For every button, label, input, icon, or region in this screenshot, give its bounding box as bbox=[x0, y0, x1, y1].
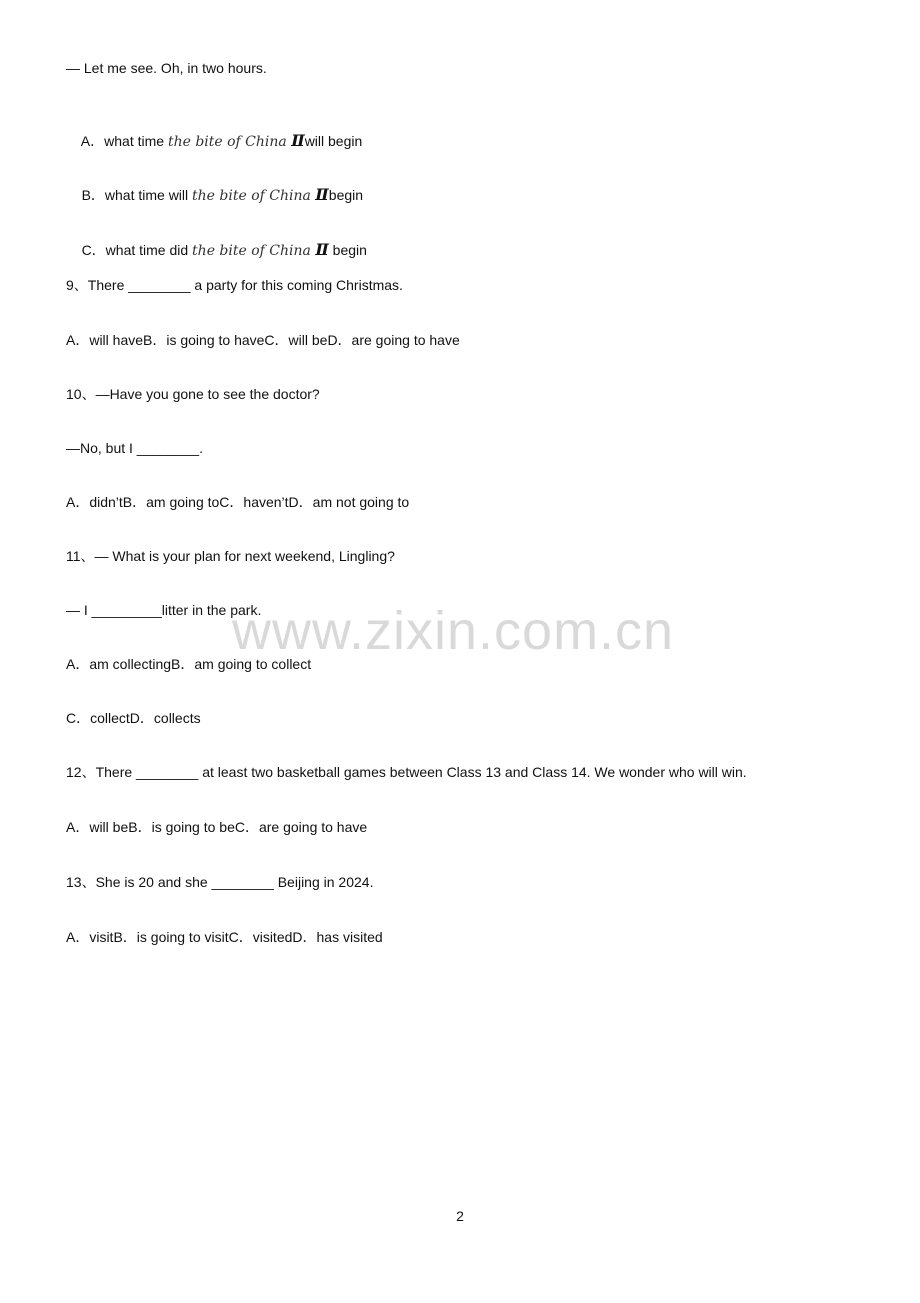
option-a bbox=[66, 111, 363, 150]
roman-numeral: Ⅱ bbox=[291, 133, 305, 150]
option-text: B．what time will bbox=[81, 187, 193, 203]
dialogue-answer: — Let me see. Oh, in two hours. bbox=[66, 60, 267, 76]
option-text: C．what time did bbox=[81, 242, 193, 258]
question-13-options: A．visitB．is going to visitC．visitedD．has visited bbox=[66, 929, 383, 945]
watermark: www.zixin.com.cn bbox=[232, 601, 675, 661]
question-10-reply: —No, but I ________. bbox=[66, 440, 203, 456]
question-9: 9、There ________ a party for this coming Christmas. bbox=[66, 277, 403, 293]
page-number: 2 bbox=[456, 1208, 464, 1224]
question-10-options: A．didn’tB．am going toC．haven’tD．am not going to bbox=[66, 494, 410, 510]
question-12: 12、There ________ at least two basketball games between Class 13 and Class 14. We wonder who will win. bbox=[66, 764, 747, 780]
roman-numeral: Ⅱ bbox=[315, 242, 329, 259]
question-11-options-ab: A．am collectingB．am going to collect bbox=[66, 656, 312, 672]
question-10: 10、—Have you gone to see the doctor? bbox=[66, 386, 320, 402]
show-title: the bite of China bbox=[167, 134, 292, 150]
question-13: 13、She is 20 and she ________ Beijing in 2024. bbox=[66, 874, 374, 890]
option-text-end: begin bbox=[328, 187, 364, 203]
question-9-options: A．will haveB．is going to haveC．will beD．are going to have bbox=[66, 332, 460, 348]
option-text-end: begin bbox=[328, 242, 367, 258]
question-12-options: A．will beB．is going to beC．are going to have bbox=[66, 819, 368, 835]
question-11-reply: — I _________litter in the park. bbox=[66, 602, 262, 618]
option-c bbox=[66, 220, 367, 259]
roman-numeral: Ⅱ bbox=[315, 187, 329, 204]
show-title: the bite of China bbox=[192, 188, 316, 204]
question-11-options-cd: C．collectD．collects bbox=[66, 710, 201, 726]
option-text-end: will begin bbox=[304, 133, 363, 149]
show-title: the bite of China bbox=[192, 243, 316, 259]
question-11: 11、— What is your plan for next weekend, Lingling? bbox=[66, 548, 395, 564]
option-text: A．what time bbox=[80, 133, 168, 149]
option-b bbox=[66, 165, 364, 204]
